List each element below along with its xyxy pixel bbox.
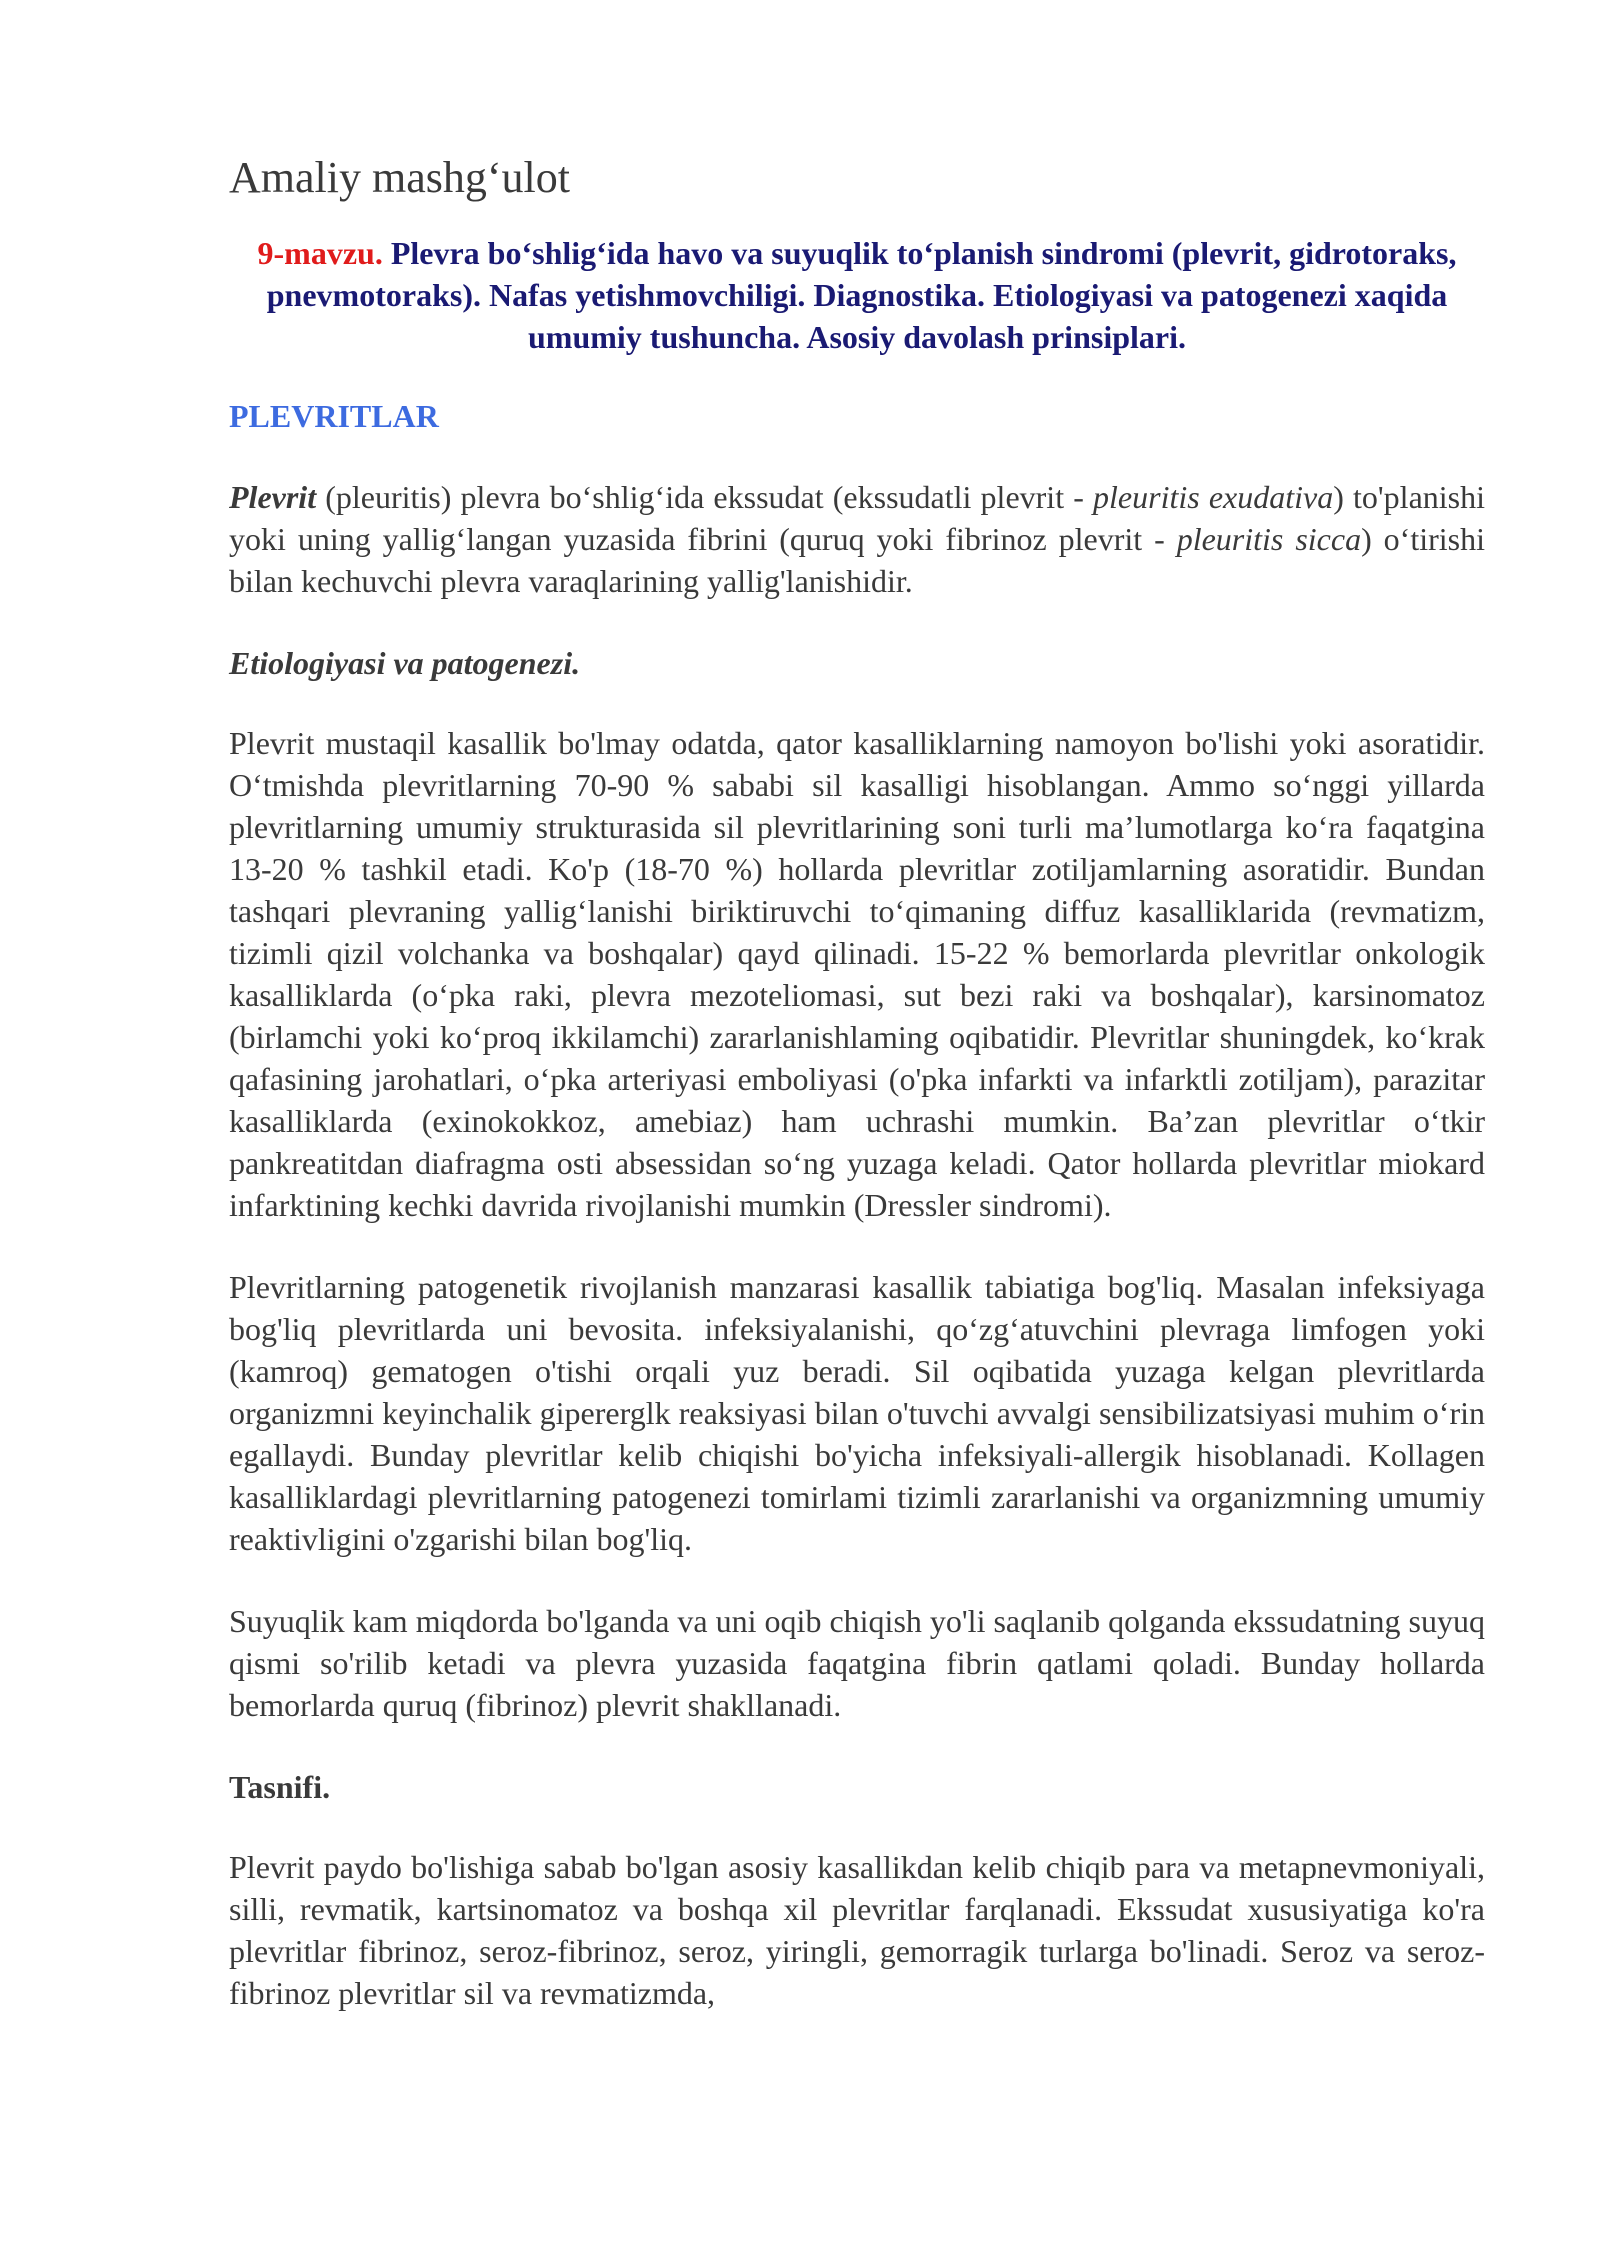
etiology-paragraph-1: Plevrit mustaqil kasallik bo'lmay odatda, qator kasalliklarning namoyon bo'lishi yoki asoratidir. O‘tmishda plevritlarning 70-90 % sababi sil kasalligi hisoblangan. Ammo so‘nggi yillarda plevritlarning umumiy strukturasida sil plevritlarining soni turli ma’lumotlarga ko‘ra faqatgina 13-20 % tashkil etadi. Ko'p (18-70 %) hollarda plevritlar zotiljamlarning asoratidir. Bundan tashqari plevraning yallig‘lanishi biriktiruvchi to‘qimaning diffuz kasalliklarida (revmatizm, tizimli qizil volchanka va boshqalar) qayd qilinadi. 15-22 % bemorlarda plevritlar onkologik kasalliklarda (o‘pka raki, plevra mezoteliomasi, sut bezi raki va boshqalar), karsinomatoz (birlamchi yoki ko‘proq ikkilamchi) zararlanishlaming oqibatidir. Plevritlar shuningdek, ko‘krak qafasining jarohatlari, o‘pka arteriyasi emboliyasi (o'pka infarkti va infarktli zotiljam), parazitar kasalliklarda (exinokokkoz, amebiaz) ham uchrashi mumkin. Ba’zan plevritlar o‘tkir pankreatitdan diafragma osti absessidan so‘ng yuzaga keladi. Qator hollarda plevritlar miokard infarktining kechki davrida rivojlanishi mumkin (Dressler sindromi). — [229, 725, 1485, 1223]
intro-latin-2: pleuritis sicca — [1176, 521, 1362, 557]
etiology-paragraph-3: Suyuqlik kam miqdorda bo'lganda va uni oqib chiqish yo'li saqlanib qolganda ekssudatning suyuq qismi so'rilib ketadi va plevra yuzasida faqatgina fibrin qatlami qoladi. Bunday hollarda bemorlarda quruq (fibrinoz) plevrit shakllanadi. — [229, 1603, 1485, 1723]
topic-number: 9-mavzu. — [257, 235, 383, 271]
classification-heading: Tasnifi. — [229, 1769, 331, 1805]
classification-paragraph: Plevrit paydo bo'lishiga sabab bo'lgan asosiy kasallikdan kelib chiqib para va metapnevmoniyali, silli, revmatik, kartsinomatoz va boshqa xil plevritlar farqlanadi. Ekssudat xususiyatiga ko'ra plevritlar fibrinoz, seroz-fibrinoz, seroz, yiringli, gemorragik turlarga bo'linadi. Seroz va seroz-fibrinoz plevritlar sil va revmatizmda, — [229, 1849, 1485, 2011]
topic-heading — [229, 232, 1485, 358]
intro-text-2: ) to'planishi yoki uning yallig‘langan yuzasida fibrini (quruq yoki fibrinoz plevrit - — [229, 479, 1485, 557]
topic-text: Plevra bo‘shlig‘ida havo va suyuqlik to‘planish sindromi (plevrit, gidrotoraks, pnevmotoraks). Nafas yetishmovchiligi. Diagnostika. Etiologiyasi va patogenezi xaqida umumiy tushuncha. Asosiy davolash prinsiplari. — [266, 235, 1457, 355]
intro-text-1: (pleuritis) plevra bo‘shlig‘ida ekssudat (ekssudatli plevrit - — [316, 479, 1094, 515]
etiology-heading: Etiologiyasi va patogenezi. — [229, 645, 581, 681]
intro-term: Plevrit — [229, 479, 317, 515]
intro-paragraph — [229, 476, 1485, 602]
document-title: Amaliy mashg‘ulot — [229, 153, 570, 202]
section-heading: PLEVRITLAR — [229, 398, 439, 434]
document-page — [229, 150, 1485, 2054]
etiology-paragraph-2: Plevritlarning patogenetik rivojlanish manzarasi kasallik tabiatiga bog'liq. Masalan infeksiyaga bog'liq plevritlarda uni bevosita. infeksiyalanishi, qo‘zg‘atuvchini plevraga limfogen yoki (kamroq) gematogen o'tishi orqali yuz beradi. Sil oqibatida yuzaga kelgan plevritlarda organizmni keyinchalik gipererglk reaksiyasi bilan o'tuvchi avvalgi sensibilizatsiyasi muhim o‘rin egallaydi. Bunday plevritlar kelib chiqishi bo'yicha infeksiyali-allergik hisoblanadi. Kollagen kasalliklardagi plevritlarning patogenezi tomirlami tizimli zararlanishi va organizmning umumiy reaktivligini o'zgarishi bilan bog'liq. — [229, 1269, 1485, 1557]
intro-text-3: ) o‘tirishi bilan kechuvchi plevra varaqlarining yallig'lanishidir. — [229, 521, 1486, 599]
intro-latin-1: pleuritis exudativa — [1093, 479, 1334, 515]
